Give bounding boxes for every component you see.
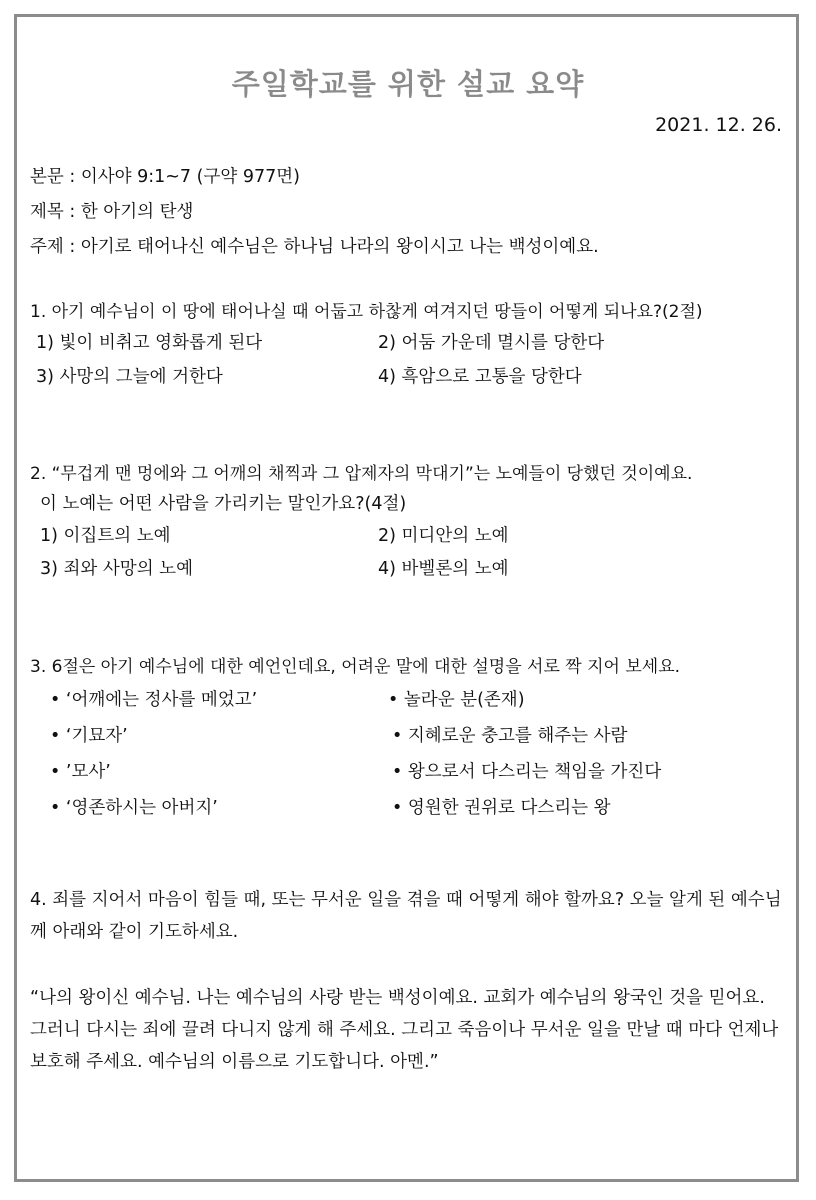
date: 2021. 12. 26. [655, 114, 782, 136]
q1-option-1: 1) 빛이 비취고 영화롭게 된다 [36, 333, 263, 353]
q2-option-3: 3) 죄와 사망의 노예 [40, 559, 193, 579]
q2-option-1: 1) 이집트의 노예 [40, 526, 171, 546]
q3-right-item-2: • 지혜로운 충고를 해주는 사람 [392, 726, 628, 746]
q3-right-item-3: • 왕으로서 다스리는 책임을 가진다 [392, 762, 662, 782]
question-2-line-2: 이 노예는 어떤 사람을 가리키는 말인가요?(4절) [40, 494, 407, 514]
question-1: 1. 아기 예수님이 이 땅에 태어나실 때 어둡고 하찮게 여겨지던 땅들이 어떻게 되나요?(2절) [30, 302, 703, 322]
page-title: 주일학교를 위한 설교 요약 [231, 67, 585, 101]
q1-option-4: 4) 흑암으로 고통을 당한다 [378, 367, 582, 387]
prayer-text: “나의 왕이신 예수님. 나는 예수님의 사랑 받는 백성이예요. 교회가 예수님의 왕국인 것을 믿어요. 그러니 다시는 죄에 끌려 다니지 않게 해 주세요. 그리고 죽음이나 무서운 일을 만날 때 마다 언제나 보호해 주세요. 예수님의 이름으로 기도합니다. 아멘.” [30, 988, 779, 1072]
q3-right-item-4: • 영원한 권위로 다스리는 왕 [392, 798, 611, 818]
subject-line: 제목 : 한 아기의 탄생 [30, 202, 194, 222]
q2-option-4: 4) 바벨론의 노예 [378, 559, 509, 579]
q3-left-item-2: • ‘기묘자’ [50, 726, 128, 746]
question-2-line-1: 2. “무겁게 맨 멍에와 그 어깨의 채찍과 그 압제자의 막대기”는 노예들이 당했던 것이예요. [30, 464, 693, 484]
q3-right-item-1: • 놀라운 분(존재) [388, 690, 525, 710]
scripture-line: 본문 : 이사야 9:1~7 (구약 977면) [30, 167, 300, 187]
q1-option-2: 2) 어둠 가운데 멸시를 당한다 [378, 333, 605, 353]
question-4: 4. 죄를 지어서 마음이 힘들 때, 또는 무서운 일을 겪을 때 어떻게 해야 할까요? 오늘 알게 된 예수님께 아래와 같이 기도하세요. [30, 890, 782, 942]
q2-option-2: 2) 미디안의 노예 [378, 526, 509, 546]
q3-left-item-4: • ‘영존하시는 아버지’ [50, 798, 218, 818]
q1-option-3: 3) 사망의 그늘에 거한다 [36, 367, 223, 387]
q3-left-item-1: • ‘어깨에는 정사를 메었고’ [50, 690, 258, 710]
question-3: 3. 6절은 아기 예수님에 대한 예언인데요, 어려운 말에 대한 설명을 서로 짝 지어 보세요. [30, 657, 681, 677]
theme-line: 주제 : 아기로 태어나신 예수님은 하나님 나라의 왕이시고 나는 백성이예요. [30, 237, 599, 257]
q3-left-item-3: • ’모사’ [50, 762, 111, 782]
